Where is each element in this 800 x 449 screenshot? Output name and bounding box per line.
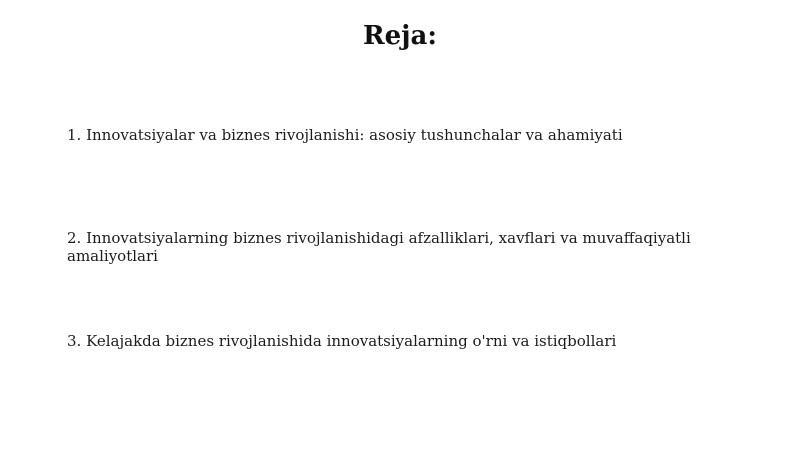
plan-item-2: 2. Innovatsiyalarning biznes rivojlanishidagi afzalliklari, xavflari va muvaffaqiyatli amaliyotlari: [67, 229, 691, 265]
plan-item-3: 3. Kelajakda biznes rivojlanishida innovatsiyalarning o'rni va istiqbollari: [67, 332, 617, 350]
plan-item-1: 1. Innovatsiyalar va biznes rivojlanishi: asosiy tushunchalar va ahamiyati: [67, 126, 623, 144]
slide-title: Reja:: [362, 21, 437, 51]
